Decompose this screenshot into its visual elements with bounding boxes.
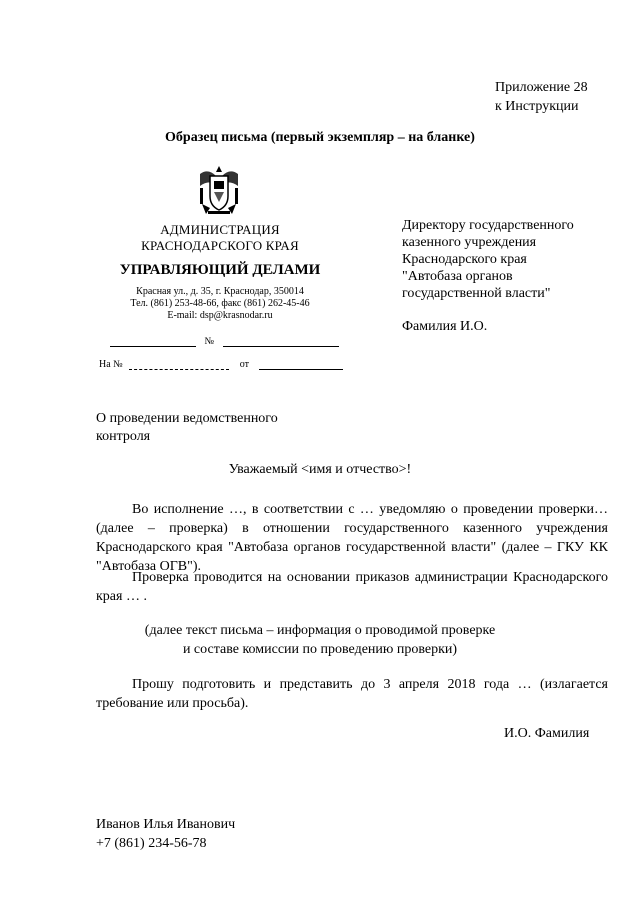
- paragraph-2: [96, 568, 608, 606]
- letter-subject: [96, 410, 278, 446]
- note-line-1: (далее текст письма – информация о проводимой проверке: [144, 623, 496, 638]
- appendix-note: [495, 78, 588, 116]
- organization-address: Красная ул., д. 35, г. Краснодар, 350014: [136, 286, 304, 297]
- reply-from-label: от: [239, 359, 249, 370]
- paragraph-3-text: Прошу подготовить и представить до 3 апреля 2018 года … (излагается требование или просьба).: [96, 677, 608, 711]
- reply-date-blank: [259, 359, 343, 370]
- paragraph-3: [96, 675, 608, 713]
- executor-phone: +7 (861) 234-56-78: [96, 836, 207, 851]
- organization-line-2: КРАСНОДАРСКОГО КРАЯ: [141, 238, 299, 253]
- outgoing-number-row: [110, 336, 339, 347]
- subject-line-1: О проведении ведомственного: [96, 411, 278, 426]
- subject-line-2: контроля: [96, 429, 151, 444]
- reply-number-label: На №: [99, 359, 123, 370]
- executor-block: [96, 815, 235, 853]
- greeting: Уважаемый <имя и отчество>!: [228, 462, 412, 477]
- coat-of-arms-emblem-icon: [196, 164, 242, 216]
- addressee-line-4: "Автобаза органов: [402, 269, 513, 284]
- organization-name: [96, 222, 344, 254]
- paragraph-1: [96, 500, 608, 576]
- document-title: Образец письма (первый экземпляр – на бланке): [165, 130, 475, 145]
- organization-contacts: [96, 286, 344, 322]
- number-label: №: [204, 336, 215, 347]
- addressee-line-3: Краснодарского края: [402, 252, 527, 267]
- addressee-block: [402, 217, 574, 302]
- outgoing-date-blank: [110, 336, 196, 347]
- organization-line-1: АДМИНИСТРАЦИЯ: [160, 222, 280, 237]
- addressee-name: Фамилия И.О.: [402, 319, 488, 334]
- organization-email: E-mail: dsp@krasnodar.ru: [167, 310, 273, 321]
- reply-reference-row: [99, 359, 343, 370]
- executor-name: Иванов Илья Иванович: [96, 817, 236, 832]
- note-line-2: и составе комиссии по проведению проверки): [182, 642, 458, 657]
- department-title: УПРАВЛЯЮЩИЙ ДЕЛАМИ: [119, 262, 321, 278]
- signature-name: И.О. Фамилия: [504, 726, 590, 741]
- addressee-line-2: казенного учреждения: [402, 235, 537, 250]
- paragraph-1-text: Во исполнение …, в соответствии с … уведомляю о проведении проверки… (далее – проверка) в отношении государственного казенного учреждения Краснодарского края "Автобаза органов государственной власти" (далее – ГКУ КК "Автобаза ОГВ").: [96, 502, 608, 574]
- appendix-line-1: Приложение 28: [495, 80, 588, 95]
- outgoing-number-blank: [223, 336, 339, 347]
- appendix-line-2: к Инструкции: [495, 99, 579, 114]
- placeholder-note: [0, 621, 640, 659]
- addressee-line-5: государственной власти": [402, 286, 551, 301]
- paragraph-2-text: Проверка проводится на основании приказов администрации Краснодарского края … .: [96, 570, 608, 604]
- organization-phone: Тел. (861) 253-48-66, факс (861) 262-45-46: [130, 298, 310, 309]
- reply-number-blank: [129, 359, 229, 370]
- addressee-line-1: Директору государственного: [402, 218, 574, 233]
